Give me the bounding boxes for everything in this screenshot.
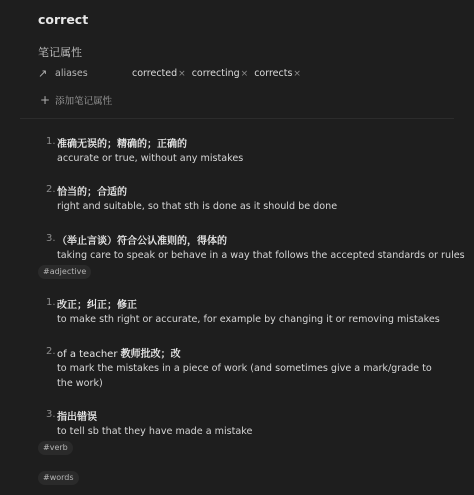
tag-verb[interactable]: #verb	[38, 441, 73, 455]
list-item-definition[interactable]: taking care to speak or behave in a way that follows the accepted standards or rules	[57, 250, 465, 261]
property-values[interactable]	[132, 68, 307, 79]
link-arrow-icon: ↗	[38, 67, 48, 80]
list-item-definition[interactable]: right and suitable, so that sth is done as it should be done	[57, 201, 338, 212]
alias-pill[interactable]: correcting×	[191, 68, 249, 79]
list-item-definition[interactable]: accurate or true, without any mistakes	[57, 153, 244, 164]
properties-heading[interactable]: 笔记属性	[38, 46, 82, 59]
list-item-heading[interactable]: 指出错误	[57, 412, 97, 423]
add-property-button[interactable]	[40, 93, 112, 107]
list-item-number: 1.	[46, 297, 56, 308]
list-item-number: 3.	[46, 409, 56, 420]
property-key[interactable]: aliases	[55, 68, 88, 79]
tag-words[interactable]: #words	[38, 471, 79, 485]
remove-alias-icon[interactable]: ×	[240, 69, 249, 79]
plus-icon: +	[40, 93, 51, 107]
list-item-heading[interactable]: 改正；纠正；修正	[57, 300, 137, 311]
add-property-label: 添加笔记属性	[55, 96, 113, 107]
list-item-number: 2.	[46, 346, 56, 357]
list-item-heading[interactable]	[57, 345, 181, 360]
note-title[interactable]: correct	[38, 12, 89, 27]
list-item-heading-prefix: of a teacher	[57, 349, 121, 360]
remove-alias-icon[interactable]: ×	[293, 69, 301, 79]
list-item-heading[interactable]: 准确无误的；精确的；正确的	[57, 139, 187, 150]
list-item-heading[interactable]: （举止言谈）符合公认准则的，得体的	[57, 236, 227, 247]
alias-pill[interactable]: corrected×	[132, 68, 186, 79]
divider	[20, 118, 454, 119]
list-item-definition[interactable]: to make sth right or accurate, for example by changing it or removing mistakes	[57, 314, 440, 325]
list-item-definition[interactable]: to tell sb that they have made a mistake	[57, 426, 253, 437]
list-item-number: 2.	[46, 184, 56, 195]
property-row-aliases	[38, 66, 458, 84]
list-item-heading[interactable]: 恰当的；合适的	[57, 187, 127, 198]
list-item-definition[interactable]: to mark the mistakes in a piece of work (and sometimes give a mark/grade to the work)	[57, 363, 432, 389]
tag-adjective[interactable]: #adjective	[38, 265, 91, 279]
list-item-number: 3.	[46, 233, 56, 244]
list-item-number: 1.	[46, 136, 56, 147]
remove-alias-icon[interactable]: ×	[178, 69, 186, 79]
list-item-heading-text: 教师批改；改	[120, 349, 181, 360]
alias-pill[interactable]: corrects×	[254, 68, 301, 79]
